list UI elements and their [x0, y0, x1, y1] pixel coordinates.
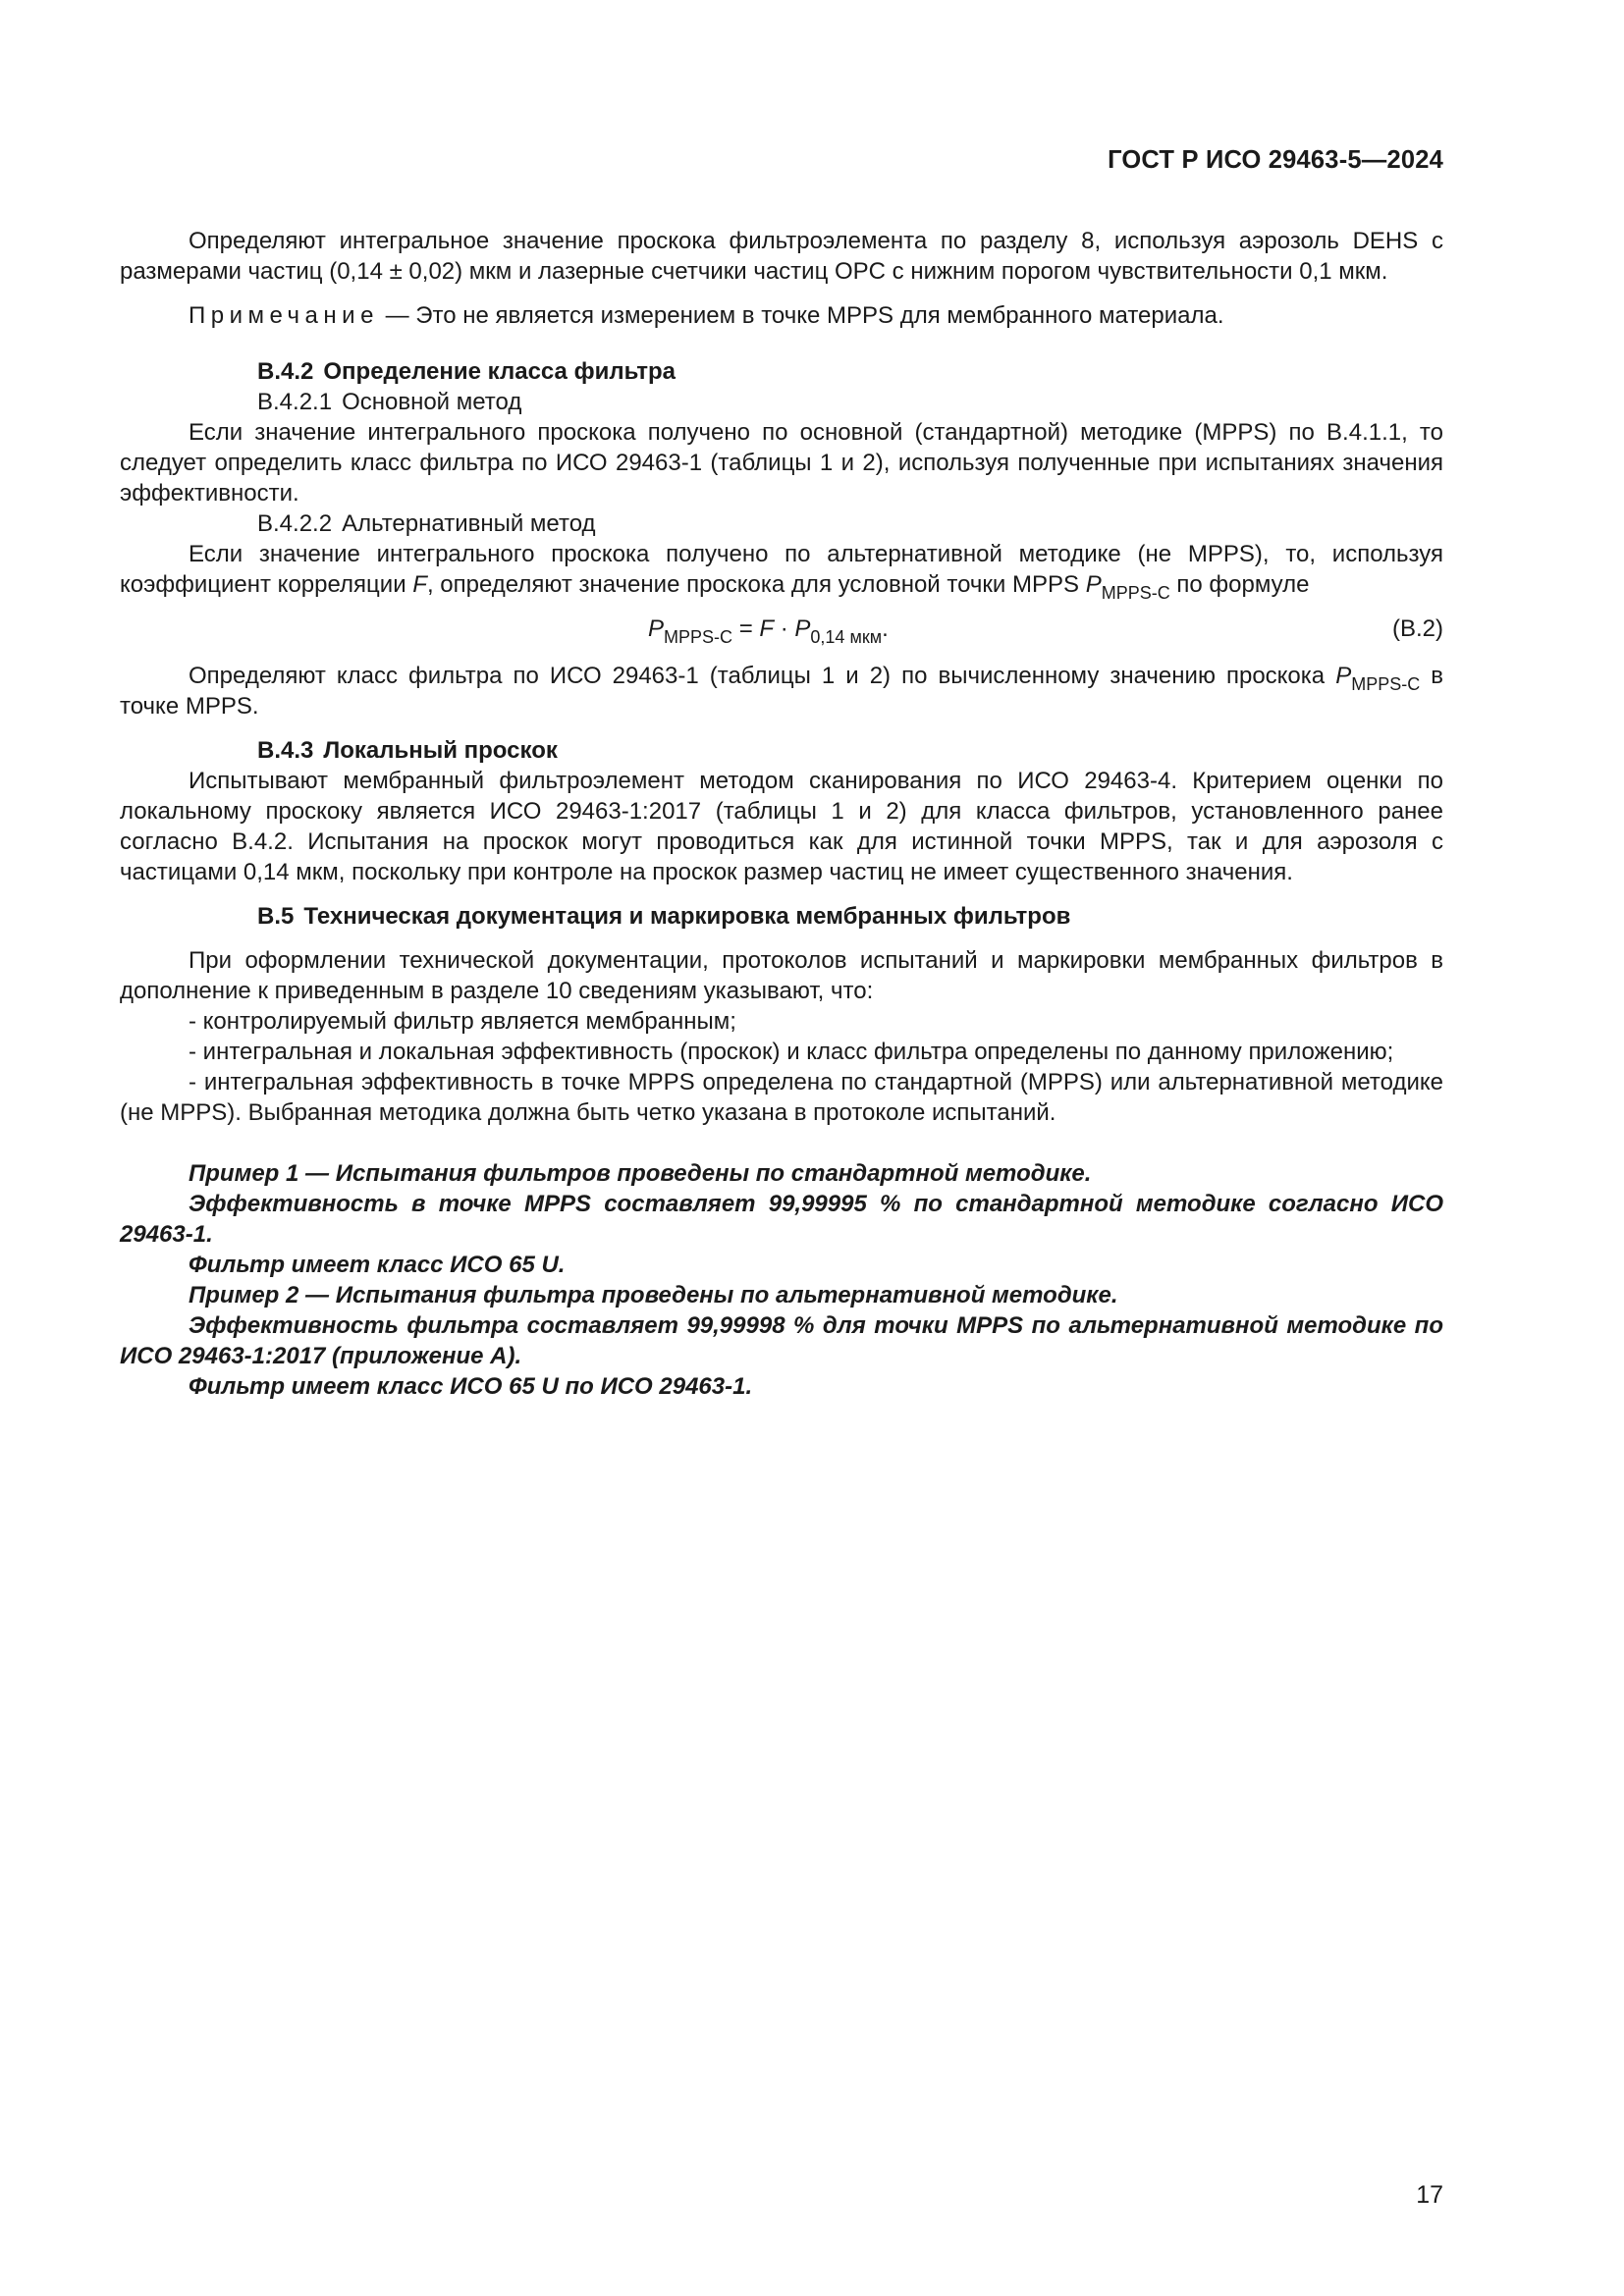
section-b42-heading: [120, 356, 1443, 387]
paragraph-integral-value: Определяют интегральное значение проскока фильтроэлемента по разделу 8, используя аэрозоль DEHS с размерами частиц (0,14 ± 0,02) мкм и лазерные счетчики частиц OPC с нижним порогом чувствительности 0,1 мкм.: [120, 228, 1443, 285]
section-b5-heading: [120, 901, 1443, 932]
formula-expression: $P_{MPPS-C} = F \cdot P_{0,14 мкм}$.: [648, 615, 889, 647]
list-item: - интегральная и локальная эффективность (проскок) и класс фильтра определены по данному приложению;: [189, 1039, 1394, 1065]
paragraph-documentation: При оформлении технической документации, протоколов испытаний и маркировки мембранных фильтров в дополнение к приведенным в разделе 10 сведениям указывают, что:: [120, 947, 1443, 1004]
section-title: Основной метод: [342, 389, 522, 415]
section-number: В.4.3: [257, 737, 314, 764]
list-item: - интегральная эффективность в точке MPPS определена по стандартной (MPPS) или альтернативной методике (не MPPS). Выбранная методика должна быть четко указана в протоколе испытаний.: [120, 1069, 1443, 1126]
document-header: ГОСТ Р ИСО 29463-5—2024: [1108, 146, 1443, 174]
example-2-title: Пример 2 — Испытания фильтра проведены по альтернативной методике.: [189, 1282, 1118, 1308]
section-number: В.4.2.1: [257, 389, 333, 415]
formula-number: (В.2): [1391, 615, 1443, 642]
section-number: В.4.2.2: [257, 510, 333, 537]
section-number: В.4.2: [257, 358, 314, 385]
variable-f: F: [412, 571, 427, 598]
variable-p: P: [1335, 663, 1352, 689]
example-2-efficiency: Эффективность фильтра составляет 99,99998 % для точки MPPS по альтернативной методике по ИСО 29463-1:2017 (приложение А).: [120, 1312, 1443, 1369]
note-label: Примечание: [189, 302, 379, 329]
subsection-b422-heading: [120, 508, 1443, 539]
section-b43-heading: [120, 735, 1443, 766]
example-1-title: Пример 1 — Испытания фильтров проведены по стандартной методике.: [189, 1160, 1092, 1187]
page-content: [120, 226, 1443, 1402]
paragraph-basic-method: Если значение интегрального проскока получено по основной (стандартной) методике (MPPS) по В.4.1.1, то следует определить класс фильтра по ИСО 29463-1 (таблицы 1 и 2), используя полученные при испытаниях значения эффективности.: [120, 419, 1443, 507]
example-1-efficiency: Эффективность в точке MPPS составляет 99,99995 % по стандартной методике согласно ИСО 29463-1.: [120, 1191, 1443, 1248]
example-2-class: Фильтр имеет класс ИСО 65 U по ИСО 29463-1.: [189, 1373, 753, 1400]
paragraph-alternative-method: Если значение интегрального проскока получено по альтернативной методике (не MPPS), то, используя коэффициент корреляции F, определяют значение проскока для условной точки MPPS $P_{MPPS-C}$ по формуле: [120, 541, 1443, 603]
section-number: В.5: [257, 903, 295, 930]
page-number: 17: [1416, 2181, 1443, 2209]
note-text: — Это не является измерением в точке MPPS для мембранного материала.: [378, 302, 1224, 329]
section-title: Альтернативный метод: [342, 510, 596, 537]
note: [120, 300, 1443, 331]
list-item: - контролируемый фильтр является мембранным;: [189, 1008, 736, 1035]
paragraph-class-determination: Определяют класс фильтра по ИСО 29463-1 (таблицы 1 и 2) по вычисленному значению проскока $P_{MPPS-C}$ в точке MPPS.: [120, 663, 1443, 720]
section-title: Определение класса фильтра: [323, 358, 676, 385]
example-1-class: Фильтр имеет класс ИСО 65 U.: [189, 1252, 566, 1278]
variable-p: P: [1085, 571, 1102, 598]
section-title: Техническая документация и маркировка мембранных фильтров: [303, 903, 1071, 930]
formula-b2: [120, 614, 1443, 653]
subsection-b421-heading: [120, 387, 1443, 417]
paragraph-local-penetration: Испытывают мембранный фильтроэлемент методом сканирования по ИСО 29463-4. Критерием оценки по локальному проскоку является ИСО 29463-1:2017 (таблицы 1 и 2) для класса фильтров, установленного ранее согласно В.4.2. Испытания на проскок могут проводиться как для истинной точки MPPS, так и для аэрозоля с частицами 0,14 мкм, поскольку при контроле на проскок размер частиц не имеет существенного значения.: [120, 768, 1443, 885]
section-title: Локальный проскок: [323, 737, 558, 764]
